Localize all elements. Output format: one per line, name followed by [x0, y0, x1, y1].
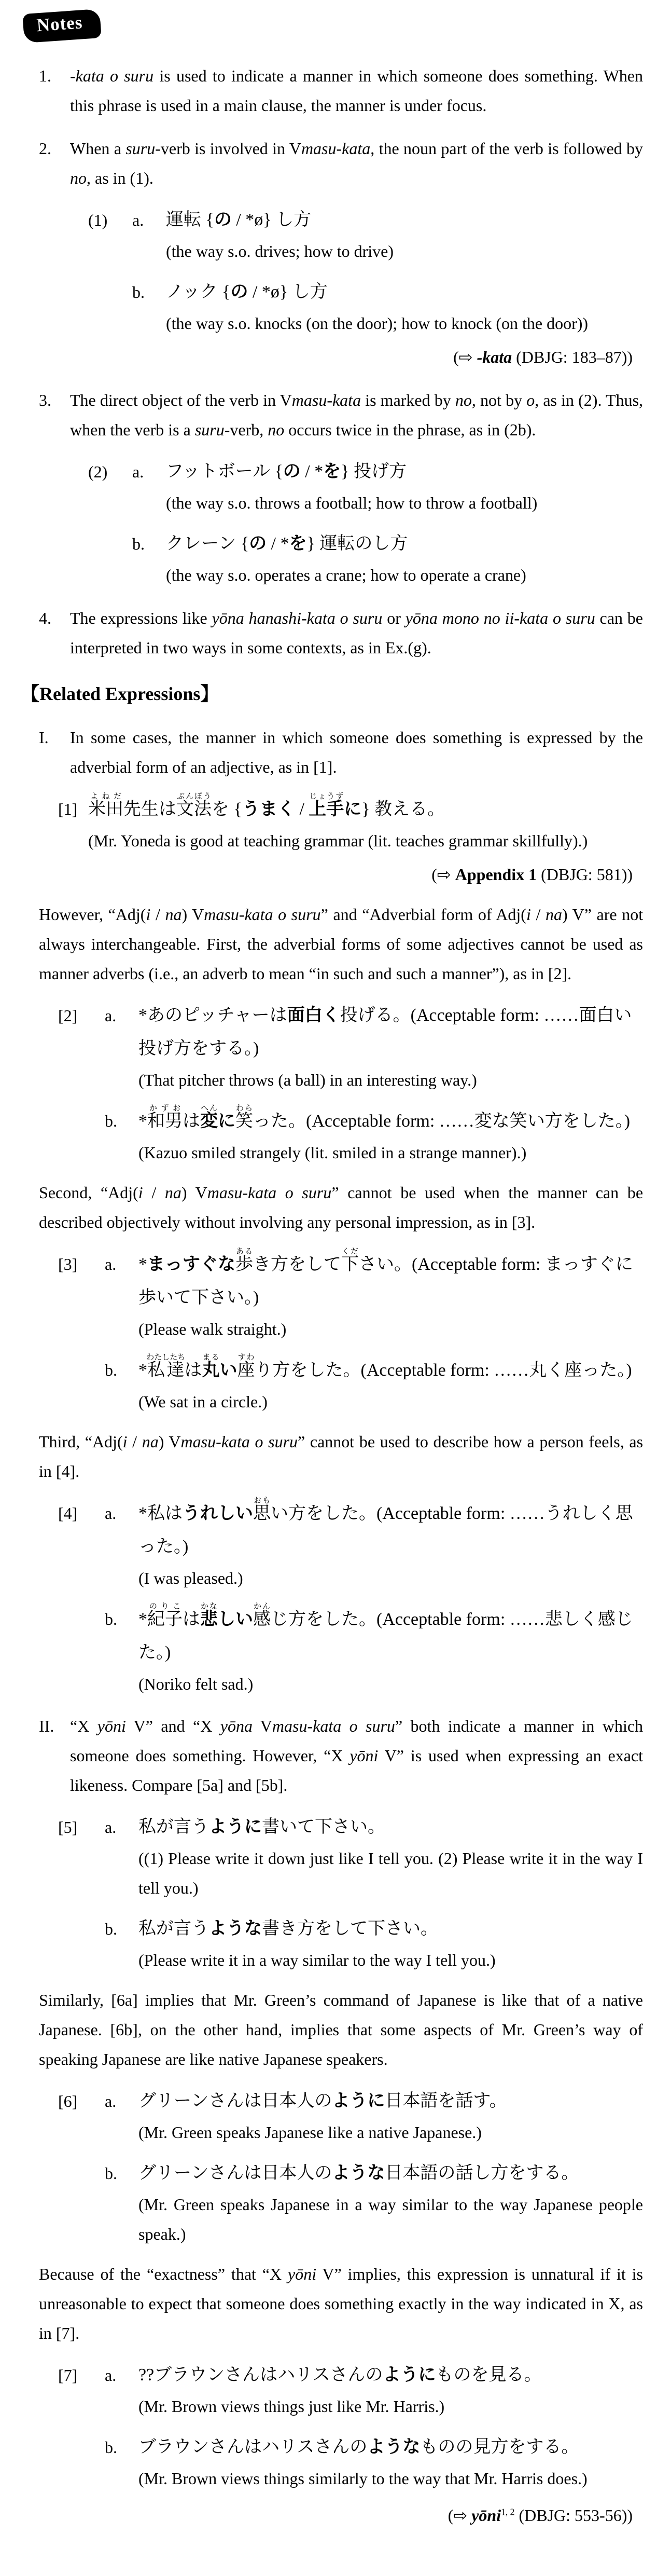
- example-item-letter: a.: [105, 2366, 117, 2385]
- example-label: [2]: [58, 1006, 78, 1025]
- example-item-letter: b.: [105, 1920, 117, 1938]
- english-translation: ((1) Please write it down just like I tell you. (2) Please write it in the way I tell you.): [138, 1849, 643, 1897]
- japanese-sentence: *あのピッチャーは面白く投げる。(Acceptable form: ……面白い投げ方をする。): [138, 1006, 632, 1058]
- example-2b: [132, 527, 643, 590]
- note-item-text: The expressions like yōna hanashi-kata o suru or yōna mono no ii-kata o suru can be interpreted in two ways in some contexts, as in Ex.(g).: [70, 609, 644, 657]
- example-label: [5]: [58, 1818, 78, 1837]
- paragraph-because: Because of the “exactness” that “X yōni V” implies, this expression is unnatural if it is unreasonable to expect that someone does something exactly in the way indicated in X, as in [7].: [39, 2265, 644, 2342]
- notes-badge-shape: [22, 9, 101, 43]
- example-bracket-4: [0, 1497, 643, 1699]
- cross-reference-yoni: (⇨ yōni$^{1, 2}$ (DBJG: 553-56)): [448, 2505, 633, 2525]
- example-item-letter: b.: [105, 1610, 117, 1628]
- english-translation: (Mr. Green speaks Japanese like a native Japanese.): [138, 2123, 482, 2142]
- example-6b-row: [105, 2157, 643, 2249]
- example-bracket-6: [0, 2085, 643, 2249]
- example-label: [7]: [58, 2366, 78, 2385]
- japanese-sentence: 米田よねだ先生は文法ぶんぽうを {うまく / 上手じょうずに} 教える。: [88, 792, 445, 819]
- example-5b-row: [105, 1912, 643, 1975]
- english-translation: (the way s.o. knocks (on the door); how to knock (on the door)): [166, 314, 589, 333]
- note-item-text: When a suru-verb is involved in Vmasu-kata, the noun part of the verb is followed by no, as in (1).: [70, 139, 644, 187]
- example-item-letter: a.: [105, 1255, 117, 1273]
- cross-reference-kata: (⇨ -kata (DBJG: 183–87)): [453, 347, 633, 367]
- example-7a-row: [105, 2359, 643, 2421]
- related-section-2: [0, 1711, 643, 1800]
- notes-badge: [23, 11, 643, 40]
- example-bracket-5: [0, 1811, 643, 1975]
- example-7b-row: [105, 2431, 643, 2493]
- example-bracket-3: [0, 1248, 643, 1417]
- japanese-sentence: ??ブラウンさんはハリスさんのようにものを見る。: [138, 2365, 542, 2385]
- note-item-2: [0, 134, 643, 193]
- english-translation: (That pitcher throws (a ball) in an interesting way.): [138, 1071, 477, 1089]
- cross-reference-appendix: (⇨ Appendix 1 (DBJG: 581)): [431, 865, 633, 884]
- example-bracket-1: [0, 792, 643, 856]
- example-label: (1): [88, 211, 108, 229]
- example-2b-row: [105, 1104, 643, 1168]
- note-item-number: 4.: [39, 609, 51, 627]
- example-item-letter: a.: [105, 2092, 117, 2111]
- example-item-letter: a.: [105, 1504, 117, 1523]
- example-bracket-2: [0, 999, 643, 1168]
- example-label: [6]: [58, 2092, 78, 2111]
- english-translation: (Mr. Brown views things similarly to the way that Mr. Harris does.): [138, 2469, 588, 2488]
- example-3b-row: [105, 1353, 643, 1417]
- english-translation: (Please write it in a way similar to the way I tell you.): [138, 1951, 496, 1969]
- japanese-sentence: 運転 {の / *ø} し方: [166, 210, 312, 229]
- note-item-text: -kata o suru is used to indicate a manner in which someone does something. When this phrase is used in a main clause, the manner is under focus.: [70, 66, 644, 115]
- paragraph-second: Second, “Adj(i / na) Vmasu-kata o suru” cannot be used when the manner can be described objectively without involving any personal impression, as in [3].: [39, 1183, 644, 1231]
- japanese-sentence: 私が言うような書き方をして下さい。: [138, 1919, 438, 1938]
- japanese-sentence: 私が言うように書いて下さい。: [138, 1817, 385, 1837]
- english-translation: (Mr. Brown views things just like Mr. Harris.): [138, 2397, 445, 2416]
- example-label: (2): [88, 462, 108, 481]
- note-item-number: 2.: [39, 139, 51, 158]
- note-item-number: 1.: [39, 66, 51, 85]
- japanese-sentence: クレーン {の / *を} 運転のし方: [166, 534, 408, 553]
- example-item-letter: b.: [105, 1112, 117, 1130]
- japanese-sentence: グリーンさんは日本人のように日本語を話す。: [138, 2091, 507, 2111]
- example-2a-row: [105, 999, 643, 1095]
- english-translation: (Noriko felt sad.): [138, 1675, 254, 1693]
- example-5a-row: [105, 1811, 643, 1903]
- note-item-4: [0, 604, 643, 663]
- japanese-sentence: *まっすぐな歩あるき方をして下ください。(Acceptable form: まっすぐに歩いて下さい。): [138, 1248, 633, 1307]
- example-1a: [132, 203, 643, 266]
- japanese-sentence: ブラウンさんはハリスさんのようなものの見方をする。: [138, 2437, 579, 2457]
- paragraph-third: Third, “Adj(i / na) Vmasu-kata o suru” cannot be used to describe how a person feels, as in [4].: [39, 1432, 644, 1481]
- example-items: [132, 203, 643, 338]
- note-item-number: 3.: [39, 391, 51, 409]
- japanese-sentence: フットボール {の / *を} 投げ方: [166, 462, 407, 481]
- example-4a-row: [105, 1497, 643, 1593]
- example-item-letter: b.: [105, 2164, 117, 2183]
- english-translation: (Please walk straight.): [138, 1320, 287, 1338]
- english-translation: (I was pleased.): [138, 1569, 243, 1587]
- section-number: I.: [39, 728, 49, 747]
- english-translation: (the way s.o. operates a crane; how to operate a crane): [166, 566, 526, 584]
- example-item-letter: b.: [105, 1361, 117, 1379]
- related-section-1: [0, 723, 643, 782]
- example-1: [0, 203, 643, 338]
- example-4b-row: [105, 1602, 643, 1699]
- example-item-letter: b.: [132, 283, 145, 302]
- english-translation: (the way s.o. throws a football; how to throw a football): [166, 494, 538, 512]
- related-expressions-header: 【Related Expressions】: [21, 683, 219, 704]
- example-2a: [132, 455, 643, 518]
- example-bracket-7: [0, 2359, 643, 2493]
- example-item-letter: b.: [105, 2438, 117, 2457]
- example-item-letter: b.: [132, 535, 145, 553]
- english-translation: (the way s.o. drives; how to drive): [166, 242, 394, 261]
- notes-badge-label: Notes: [36, 12, 83, 36]
- example-label: [3]: [58, 1255, 78, 1273]
- example-label: [4]: [58, 1504, 78, 1523]
- example-1b: [132, 276, 643, 338]
- example-3a-row: [105, 1248, 643, 1344]
- section-text: In some cases, the manner in which someone does something is expressed by the adverbial form of an adjective, as in [1].: [70, 728, 643, 776]
- english-translation: (We sat in a circle.): [138, 1392, 268, 1411]
- example-item-letter: a.: [132, 462, 144, 481]
- example-2: [0, 455, 643, 590]
- example-label: [1]: [58, 800, 78, 818]
- english-translation: (Mr. Yoneda is good at teaching grammar (lit. teaches grammar skillfully).): [88, 831, 588, 850]
- example-6a-row: [105, 2085, 643, 2147]
- japanese-sentence: *私達わたしたちは丸まるい座すわり方をした。(Acceptable form: ……丸く座った。): [138, 1353, 632, 1380]
- paragraph-similarly: Similarly, [6a] implies that Mr. Green’s command of Japanese is like that of a native Japanese. [6b], on the other hand, implies that some aspects of Mr. Green’s way of speaking Japanese are like native Japanese speakers.: [39, 1991, 643, 2068]
- japanese-sentence: *私はうれしい思おもい方をした。(Acceptable form: ……うれしく思った。): [138, 1497, 633, 1556]
- paragraph-however: However, “Adj(i / na) Vmasu-kata o suru” and “Adverbial form of Adj(i / na) V” are not always interchangeable. First, the adverbial forms of some adjectives cannot be used as manner adverbs (i.e., an adverb to mean “in such and such a manner”), as in [2].: [39, 905, 644, 983]
- japanese-sentence: グリーンさんは日本人のような日本語の話し方をする。: [138, 2163, 579, 2183]
- english-translation: (Mr. Green speaks Japanese in a way similar to the way Japanese people speak.): [138, 2195, 643, 2243]
- example-item-letter: a.: [105, 1818, 117, 1837]
- example-item-letter: a.: [105, 1006, 117, 1025]
- japanese-sentence: *和男かずおは変へんに笑わらった。(Acceptable form: ……変な笑い方をした。): [138, 1104, 631, 1131]
- note-item-text: The direct object of the verb in Vmasu-kata is marked by no, not by o, as in (2). Thus, when the verb is a suru-verb, no occurs twice in the phrase, as in (2b).: [70, 391, 644, 439]
- example-item-letter: a.: [132, 211, 144, 229]
- japanese-sentence: ノック {の / *ø} し方: [166, 282, 328, 302]
- note-item-1: [0, 61, 643, 120]
- section-text: “X yōni V” and “X yōna Vmasu-kata o suru” both indicate a manner in which someone does something. However, “X yōni V” is used when expressing an exact likeness. Compare [5a] and [5b].: [70, 1717, 644, 1794]
- japanese-sentence: *紀子のりこは悲かなしい感かんじ方をした。(Acceptable form: ……悲しく感じた。): [138, 1602, 633, 1662]
- section-number: II.: [39, 1717, 54, 1735]
- english-translation: (Kazuo smiled strangely (lit. smiled in a strange manner).): [138, 1143, 527, 1162]
- note-item-3: [0, 386, 643, 445]
